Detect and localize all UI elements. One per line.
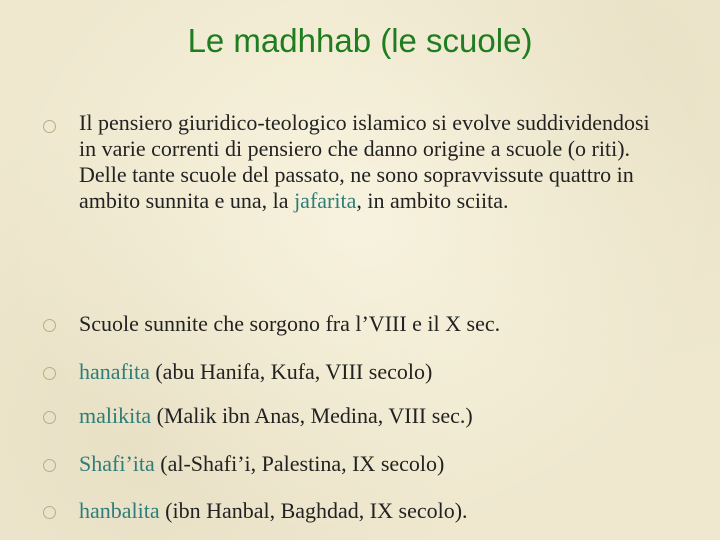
bullet-icon: [43, 319, 56, 332]
intro-text: [79, 110, 659, 214]
intro-text-before: Il pensiero giuridico-teologico islamico si evolve suddividendosi in varie correnti di pensiero che danno origine a scuole (o riti). Delle tante scuole del passato, ne sono sopravvissute quattro in ambito sunnita e una, la: [79, 110, 650, 213]
school-term: malikita: [79, 403, 152, 428]
bullet-icon: [43, 506, 56, 519]
school-term: Shafi’ita: [79, 451, 155, 476]
slide-title: Le madhhab (le scuole): [187, 22, 533, 59]
bullet-icon: [43, 367, 56, 380]
school-detail: (ibn Hanbal, Baghdad, IX secolo).: [159, 498, 468, 523]
school-term: hanafita: [79, 359, 150, 384]
school-term: hanbalita: [79, 498, 160, 523]
bullet-icon: [43, 459, 56, 472]
school-detail: (al-Shafi’i, Palestina, IX secolo): [154, 451, 445, 476]
bullet-icon: [43, 411, 56, 424]
school-detail: (Malik ibn Anas, Medina, VIII sec.): [151, 403, 473, 428]
school-detail: (abu Hanifa, Kufa, VIII secolo): [149, 359, 433, 384]
list-heading: Scuole sunnite che sorgono fra l’VIII e il X sec.: [79, 311, 501, 336]
intro-text-after: , in ambito sciita.: [356, 188, 509, 213]
bullet-icon: [43, 120, 56, 133]
intro-term: jafarita: [294, 188, 357, 213]
